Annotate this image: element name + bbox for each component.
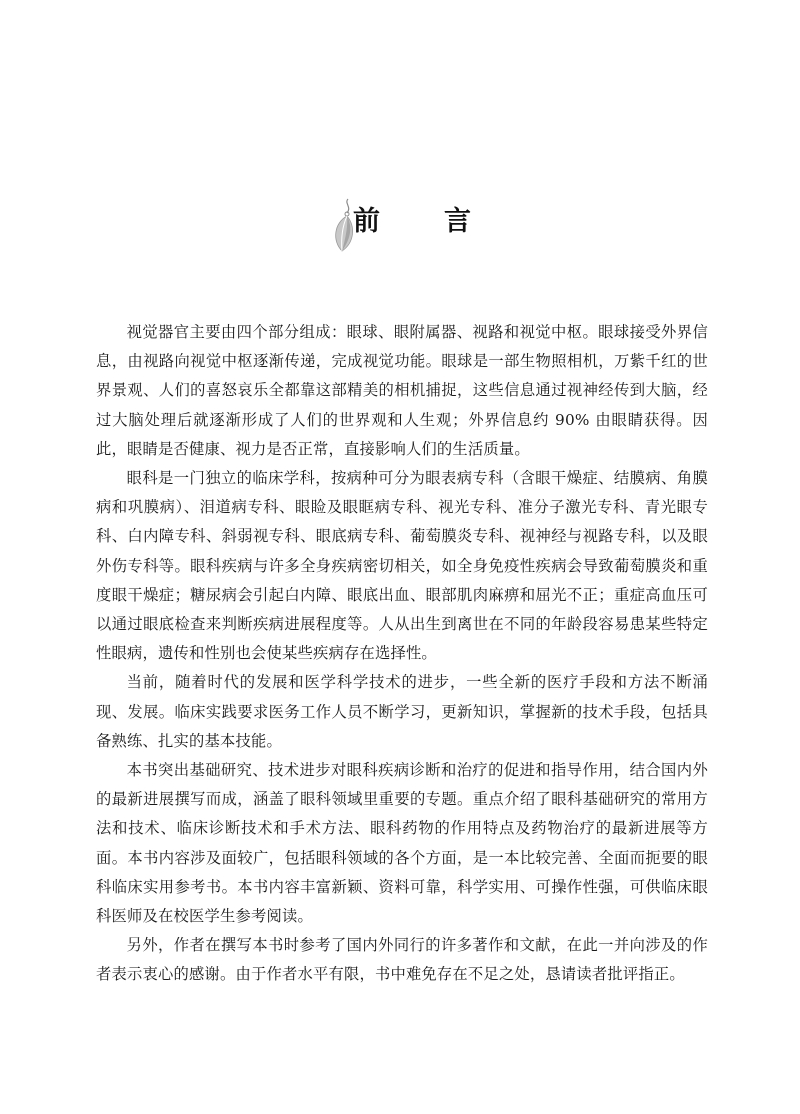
heading-char-1: 前 <box>353 206 380 237</box>
preface-body <box>96 318 708 990</box>
preface-heading <box>326 193 486 253</box>
paragraph-5: 另外，作者在撰写本书时参考了国内外同行的许多著作和文献，在此一并向涉及的作者表示衷心的感谢。由于作者水平有限，书中难免存在不足之处，恳请读者批评指正。 <box>96 936 708 984</box>
paragraph-4: 本书突出基础研究、技术进步对眼科疾病诊断和治疗的促进和指导作用，结合国内外的最新进展撰写而成，涵盖了眼科领域里重要的专题。重点介绍了眼科基础研究的常用方法和技术、临床诊断技术和手术方法、眼科药物的作用特点及药物治疗的最新进展等方面。本书内容涉及面较广，包括眼科领域的各个方面，是一本比较完善、全面而扼要的眼科临床实用参考书。本书内容丰富新颖、资料可靠，科学实用、可操作性强，可供临床眼科医师及在校医学生参考阅读。 <box>96 761 708 926</box>
paragraph-3: 当前，随着时代的发展和医学科学技术的进步，一些全新的医疗手段和方法不断涌现、发展。临床实践要求医务工作人员不断学习，更新知识，掌握新的技术手段，包括具备熟练、扎实的基本技能。 <box>96 673 708 750</box>
paragraph-2: 眼科是一门独立的临床学科，按病种可分为眼表病专科（含眼干燥症、结膜病、角膜病和巩膜病）、泪道病专科、眼睑及眼眶病专科、视光专科、准分子激光专科、青光眼专科、白内障专科、斜弱视专科、眼底病专科、葡萄膜炎专科、视神经与视路专科，以及眼外伤专科等。眼科疾病与许多全身疾病密切相关，如全身免疫性疾病会导致葡萄膜炎和重度眼干燥症；糖尿病会引起白内障、眼底出血、眼部肌肉麻痹和屈光不正；重症高血压可以通过眼底检查来判断疾病进展程度等。人从出生到离世在不同的年龄段容易患某些特定性眼病，遗传和性别也会使某些疾病存在选择性。 <box>96 469 708 663</box>
heading-char-2: 言 <box>444 206 471 237</box>
paragraph-1: 视觉器官主要由四个部分组成：眼球、眼附属器、视路和视觉中枢。眼球接受外界信息，由视路向视觉中枢逐渐传递，完成视觉功能。眼球是一部生物照相机，万紫千红的世界景观、人们的喜怒哀乐全都靠这部精美的相机捕捉，这些信息通过视神经传到大脑，经过大脑处理后就逐渐形成了人们的世界观和人生观；外界信息约 90% 由眼睛获得。因此，眼睛是否健康、视力是否正常，直接影响人们的生活质量。 <box>96 323 708 458</box>
